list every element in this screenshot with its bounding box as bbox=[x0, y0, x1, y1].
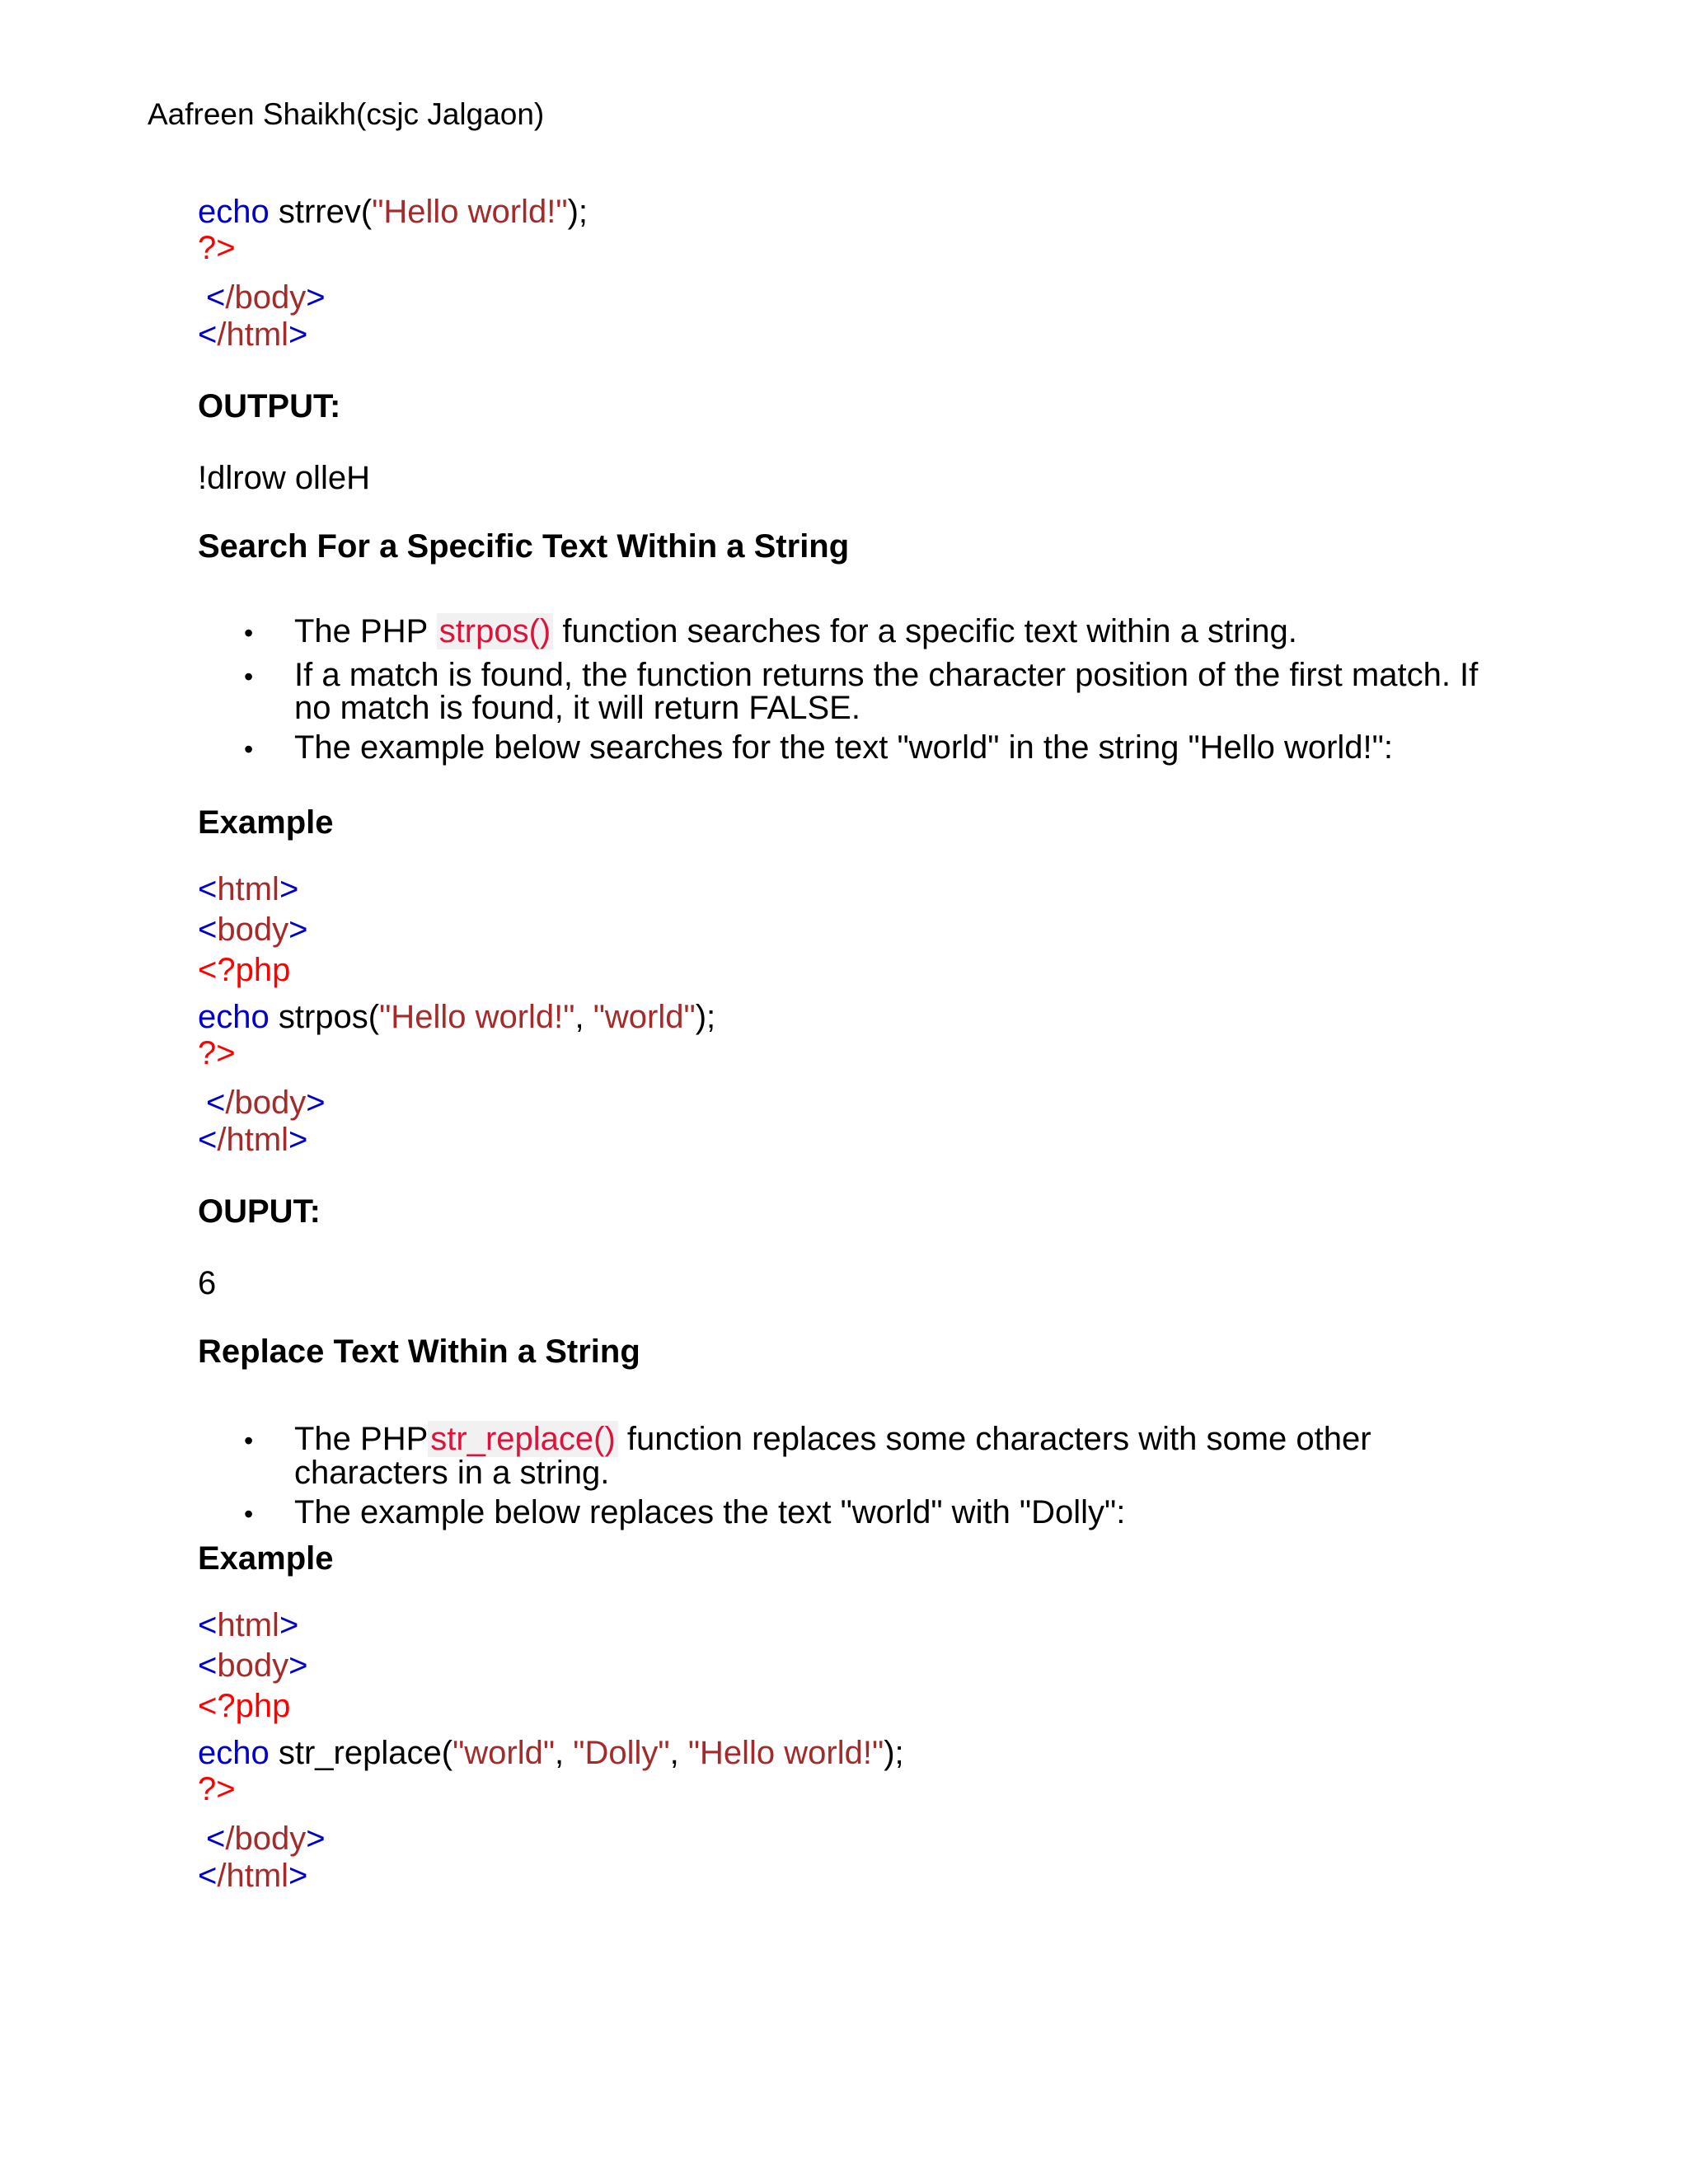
code-php-open: <?php bbox=[198, 952, 291, 988]
code-html-open: <html> bbox=[198, 871, 299, 907]
bullet-icon: • bbox=[244, 662, 254, 691]
code-html-open: <html> bbox=[198, 1607, 299, 1643]
code-call: strrev( bbox=[269, 194, 373, 230]
code-line-echo-strrev bbox=[198, 192, 588, 232]
bullet-item: The example below searches for the text "world" in the string "Hello world!": bbox=[294, 729, 1393, 766]
code-html-close: </html> bbox=[198, 1858, 308, 1894]
example-label: Example bbox=[198, 804, 334, 841]
code-body-close: </body> bbox=[206, 1821, 326, 1857]
output-value: !dlrow olleH bbox=[198, 460, 370, 496]
section-title-search: Search For a Specific Text Within a String bbox=[198, 528, 850, 565]
bullet-item: The PHPstr_replace() function replaces some characters with some other bbox=[294, 1421, 1372, 1457]
code-keyword: echo bbox=[198, 194, 270, 230]
bullet-icon: • bbox=[244, 1426, 254, 1455]
bullet-icon: • bbox=[244, 1499, 254, 1529]
bullet-icon: • bbox=[244, 618, 254, 648]
output-label: OUPUT: bbox=[198, 1193, 321, 1230]
code-end: ); bbox=[567, 194, 588, 230]
page-header: Aafreen Shaikh(csjc Jalgaon) bbox=[148, 97, 545, 131]
code-php-close: ?> bbox=[198, 1771, 236, 1807]
bullet-item-continuation: characters in a string. bbox=[294, 1455, 610, 1491]
code-php-close: ?> bbox=[198, 1035, 236, 1071]
code-body-close: </body> bbox=[206, 279, 326, 316]
bullet-icon: • bbox=[244, 734, 254, 764]
section-title-replace: Replace Text Within a String bbox=[198, 1333, 640, 1370]
code-body-open: <body> bbox=[198, 1647, 308, 1684]
example-label: Example bbox=[198, 1540, 334, 1577]
code-line-echo-str-replace: echo str_replace("world", "Dolly", "Hello world!"); bbox=[198, 1735, 904, 1771]
code-html-close: </html> bbox=[198, 316, 308, 353]
bullet-item: The example below replaces the text "world" with "Dolly": bbox=[294, 1494, 1126, 1530]
code-line-echo-strpos: echo strpos("Hello world!", "world"); bbox=[198, 999, 716, 1035]
output-label: OUTPUT: bbox=[198, 388, 341, 424]
code-php-open: <?php bbox=[198, 1688, 291, 1724]
bullet-item-continuation: no match is found, it will return FALSE. bbox=[294, 690, 860, 726]
bullet-item: If a match is found, the function returns the character position of the first match. If bbox=[294, 657, 1479, 693]
bullet-item: The PHP strpos() function searches for a specific text within a string. bbox=[294, 613, 1297, 649]
code-string: "Hello world!" bbox=[372, 194, 568, 230]
code-body-close: </body> bbox=[206, 1085, 326, 1121]
function-name: strpos() bbox=[437, 613, 554, 649]
output-value: 6 bbox=[198, 1265, 217, 1301]
code-body-open: <body> bbox=[198, 912, 308, 948]
function-name: str_replace() bbox=[428, 1421, 618, 1457]
code-html-close: </html> bbox=[198, 1122, 308, 1158]
code-php-close: ?> bbox=[198, 230, 236, 266]
